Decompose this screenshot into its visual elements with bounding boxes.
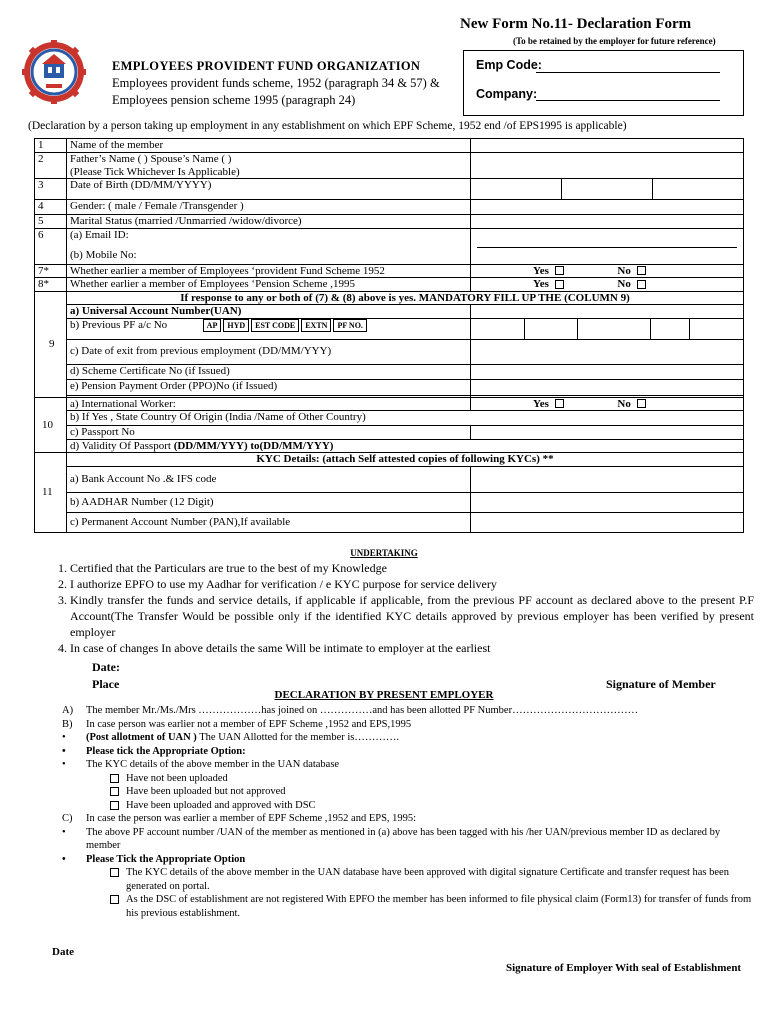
no-label: No — [617, 264, 631, 277]
pf-hyd-field[interactable] — [525, 319, 579, 339]
table-row — [35, 426, 744, 440]
email-label: (a) Email ID: — [70, 228, 129, 241]
declaration-a: The member Mr./Ms./Mrs ………………has joined on ……………and has been allotted PF Number……………………………… — [86, 705, 639, 716]
yes-label: Yes — [533, 397, 549, 410]
table-row — [35, 411, 744, 426]
member-details-table — [34, 138, 744, 533]
row-label: c) Permanent Account Number (PAN),If available — [67, 512, 471, 532]
pf-box-est-code: EST CODE — [251, 319, 299, 332]
table-row — [35, 139, 744, 153]
father-spouse-name-field[interactable] — [471, 153, 744, 179]
row-label: c) Passport No — [67, 426, 471, 440]
table-row — [35, 278, 744, 292]
pf-box-pf-no: PF NO. — [333, 319, 366, 332]
employer-signature-label: Signature of Employer With seal of Establishment — [506, 962, 742, 974]
no-checkbox[interactable] — [637, 399, 646, 408]
pf-no-field[interactable] — [690, 319, 743, 339]
list-item: 1. Certified that the Particulars are true to the best of my Knowledge — [70, 560, 754, 576]
row-label: Marital Status (married /Unmarried /widow/divorce) — [67, 215, 471, 229]
undertaking-list — [42, 560, 754, 656]
yes-checkbox[interactable] — [555, 280, 564, 289]
org-scheme-line: Employees provident funds scheme, 1952 (paragraph 34 & 57) & — [112, 76, 440, 90]
table-row — [35, 200, 744, 215]
option-checkbox[interactable] — [110, 774, 119, 783]
member-date-label: Date: — [92, 660, 120, 674]
row-label: b) If Yes , State Country Of Origin (India /Name of Other Country) — [67, 411, 744, 426]
org-pension-line: Employees pension scheme 1995 (paragraph 24) — [112, 93, 356, 107]
option-label: Have been uploaded but not approved — [126, 786, 286, 797]
employer-declaration-title: DECLARATION BY PRESENT EMPLOYER — [274, 689, 494, 701]
intro-text: (Declaration by a person taking up employment in any establishment on which EPF Scheme, 1952 end /of EPS1995 is applicable) — [28, 120, 627, 132]
row-label: e) Pension Payment Order (PPO)No (if Issued) — [67, 379, 471, 395]
row-number: 8* — [35, 278, 67, 292]
pan-field[interactable] — [471, 512, 744, 532]
row-number: 6 — [35, 228, 67, 264]
table-row — [35, 512, 744, 532]
passport-validity-format: (DD/MM/YYY) to(DD/MM/YYY) — [173, 439, 334, 452]
table-row — [35, 228, 744, 264]
employer-date-label: Date — [52, 946, 74, 958]
option-label: The KYC details of the above member in the UAN database have been approved with digital signature Certificate and transfer request has been generated on portal. — [126, 867, 729, 892]
declaration-b: In case person was earlier not a member of EPF Scheme ,1952 and EPS,1995 — [86, 718, 412, 730]
row-label: c) Date of exit from previous employment (DD/MM/YYY) — [67, 339, 471, 364]
row-number: 9 — [35, 291, 67, 397]
table-row — [35, 179, 744, 200]
pf-ap-field[interactable] — [471, 319, 525, 339]
row-label: Name of the member — [67, 139, 471, 153]
dob-day-field[interactable] — [471, 179, 562, 199]
option-checkbox[interactable] — [110, 801, 119, 810]
yes-checkbox[interactable] — [555, 399, 564, 408]
row-number: 7* — [35, 264, 67, 278]
ppo-field[interactable] — [471, 379, 744, 395]
passport-field[interactable] — [471, 426, 744, 440]
table-row — [35, 264, 744, 278]
declaration-c: In case the person was earlier a member of EPF Scheme ,1952 and EPS, 1995: — [86, 813, 417, 824]
uan-field[interactable] — [471, 305, 744, 319]
row-number: 4 — [35, 200, 67, 215]
no-checkbox[interactable] — [637, 266, 646, 275]
mobile-label: (b) Mobile No: — [70, 249, 137, 261]
gender-field[interactable] — [471, 200, 744, 215]
row-label: Whether earlier a member of Employees ‘Pension Scheme ,1995 — [67, 278, 471, 292]
table-row — [35, 215, 744, 229]
dob-year-field[interactable] — [653, 179, 743, 199]
row-label: b) Previous PF a/c No — [70, 318, 168, 331]
undertaking-title: UNDERTAKING — [350, 548, 418, 558]
exit-date-field[interactable] — [471, 339, 744, 364]
row-number: 11 — [35, 453, 67, 533]
row-number: 1 — [35, 139, 67, 153]
yes-label: Yes — [533, 278, 549, 290]
option-checkbox[interactable] — [110, 868, 119, 877]
company-label: Company: — [476, 87, 538, 101]
mobile-field[interactable] — [477, 263, 737, 264]
dob-month-field[interactable] — [562, 179, 653, 199]
row-label: Date of Birth (DD/MM/YYYY) — [67, 179, 471, 200]
company-field[interactable] — [536, 100, 720, 101]
row-number: 2 — [35, 153, 67, 179]
table-row — [35, 305, 744, 319]
aadhar-field[interactable] — [471, 492, 744, 512]
email-field[interactable] — [477, 247, 737, 248]
option-checkbox[interactable] — [110, 787, 119, 796]
tick-option-2: Please Tick the Appropriate Option — [86, 853, 246, 865]
employer-declaration: A) The member Mr./Ms./Mrs ………………has joined on ……………and has been allotted PF Number……………………………… B) In case person was earlier not a member of EPF Scheme ,1952 and EPS,1995 • (Post allotment of UAN ) The UAN Allotted for the member is…………. • Please tick the Appropriate Option: • The KYC details of the above member in the UAN database Have not been uploaded Have been uploaded but not approved Have been uploaded and approved with DSC C) In case the person was earlier a member of EPF Scheme ,1952 and EPS, 1995: • The above PF account number /UAN of the member as mentioned in (a) above has been tagged with his /her UAN/previous member ID as declared by member • Please Tick the Appropriate Option The KYC details of the above member in the UAN database have been approved with digital signature Certificate and transfer request has been generated on portal. As the DSC of establishment are not registered With EPFO the member has been informed to file physical claim (Form13) for transfer of funds from his previous establishment. — [62, 705, 752, 919]
row-label: d) Validity Of Passport — [70, 439, 174, 452]
pf-box-hyd: HYD — [223, 319, 249, 332]
tagged-text: The above PF account number /UAN of the member as mentioned in (a) above has been tagged with his /her UAN/previous member ID as declared by member — [86, 826, 721, 851]
option-checkbox[interactable] — [110, 895, 119, 904]
kyc-header: KYC Details: (attach Self attested copies of following KYCs) ** — [67, 453, 744, 467]
pf-extn-field[interactable] — [651, 319, 690, 339]
pf-box-ap: AP — [203, 319, 222, 332]
marital-status-field[interactable] — [471, 215, 744, 229]
table-row — [35, 318, 744, 339]
section-9-header: If response to any or both of (7) & (8) above is yes. MANDATORY FILL UP THE (COLUMN 9) — [67, 291, 744, 305]
yes-label: Yes — [533, 264, 549, 277]
no-label: No — [617, 397, 631, 410]
org-name: EMPLOYEES PROVIDENT FUND ORGANIZATION — [112, 59, 421, 73]
yes-checkbox[interactable] — [555, 266, 564, 275]
emp-code-label: Emp Code: — [476, 58, 542, 72]
post-uan-text: The UAN Allotted for the member is…………. — [196, 732, 400, 743]
scheme-certificate-field[interactable] — [471, 364, 744, 379]
emp-code-field[interactable] — [536, 72, 720, 73]
name-field[interactable] — [471, 139, 744, 153]
table-row — [35, 339, 744, 364]
pf-box-extn: EXTN — [301, 319, 331, 332]
row-number: 3 — [35, 179, 67, 200]
row-label: b) AADHAR Number (12 Digit) — [67, 492, 471, 512]
table-row — [35, 364, 744, 379]
row-label: a) Universal Account Number(UAN) — [67, 305, 471, 319]
row-label: a) Bank Account No .& IFS code — [67, 466, 471, 492]
row-number: 5 — [35, 215, 67, 229]
member-place-label: Place — [92, 677, 120, 691]
member-signature-label: Signature of Member — [606, 677, 716, 691]
form-subtitle: (To be retained by the employer for future reference) — [513, 36, 716, 46]
table-row — [35, 492, 744, 512]
option-label: As the DSC of establishment are not registered With EPFO the member has been informed to file physical claim (Form13) for transfer of funds from his previous establishment. — [126, 894, 752, 919]
employer-box — [463, 50, 744, 116]
row-label: Father’s Name ( ) Spouse’s Name ( ) — [70, 153, 232, 165]
option-label: Have not been uploaded — [126, 772, 228, 784]
pf-est-code-field[interactable] — [578, 319, 651, 339]
row-label: Whether earlier a member of Employees ‘provident Fund Scheme 1952 — [67, 264, 471, 278]
epfo-logo-icon — [22, 40, 86, 104]
row-label: Gender: ( male / Female /Transgender ) — [67, 200, 471, 215]
row-label: d) Scheme Certificate No (if Issued) — [67, 364, 471, 379]
list-item: 3. Kindly transfer the funds and service details, if applicable if applicable, from the previous PF account as declared above to the present P.F Account(The Transfer Would be possible only if the identified KYC details approved by previous employer has been verified by present employer — [70, 592, 754, 640]
table-row — [35, 397, 744, 411]
table-row — [35, 453, 744, 467]
table-row — [35, 466, 744, 492]
row-label: a) International Worker: — [67, 397, 471, 411]
table-row — [35, 291, 744, 305]
post-uan-label: (Post allotment of UAN ) — [86, 732, 197, 743]
row-number: 10 — [35, 397, 67, 453]
tick-option-1: Please tick the Appropriate Option: — [86, 745, 246, 757]
row-label-note: (Please Tick Whichever Is Applicable) — [70, 165, 240, 178]
list-item: 4. In case of changes In above details the same Will be intimate to employer at the earliest — [70, 640, 754, 656]
no-label: No — [617, 278, 631, 290]
list-item: 2. I authorize EPFO to use my Aadhar for verification / e KYC purpose for service delivery — [70, 576, 754, 592]
table-row — [35, 153, 744, 179]
form-title: New Form No.11- Declaration Form — [460, 16, 692, 32]
kyc-line: The KYC details of the above member in the UAN database — [86, 759, 340, 770]
bank-account-field[interactable] — [471, 466, 744, 492]
table-row — [35, 439, 744, 453]
option-label: Have been uploaded and approved with DSC — [126, 799, 316, 811]
table-row — [35, 379, 744, 395]
no-checkbox[interactable] — [637, 280, 646, 289]
